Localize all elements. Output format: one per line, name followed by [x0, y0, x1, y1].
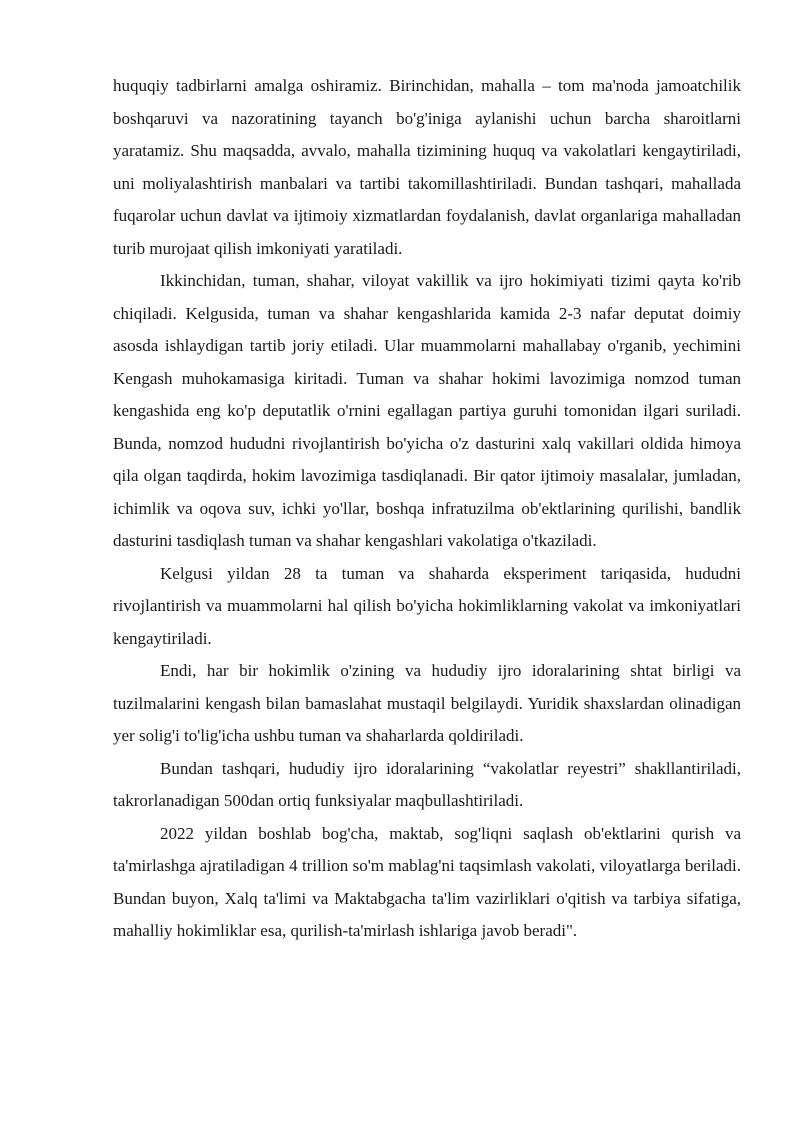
paragraph-5: Bundan tashqari, hududiy ijro idoralarining “vakolatlar reyestri” shakllantiriladi, takrorlanadigan 500dan ortiq funksiyalar maqbullashtiriladi.: [113, 758, 741, 810]
paragraph-2: Ikkinchidan, tuman, shahar, viloyat vakillik va ijro hokimiyati tizimi qayta ko'rib chiqiladi. Kelgusida, tuman va shahar kengashlarida kamida 2-3 nafar deputat doimiy asosda ishlaydigan tartib joriy etiladi. Ular muammolarni mahallabay o'rganib, yechimini Kengash muhokamasiga kiritadi. Tuman va shahar hokimi lavozimiga nomzod tuman kengashida eng ko'p deputatlik o'rnini egallagan partiya guruhi tomonidan ilgari suriladi. Bunda, nomzod hududni rivojlantirish bo'yicha o'z dasturini xalq vakillari oldida himoya qila olgan taqdirda, hokim lavozimiga tasdiqlanadi. Bir qator ijtimoiy masalalar, jumladan, ichimlik va oqova suv, ichki yo'llar, boshqa infratuzilma ob'ektlarining qurilishi, bandlik dasturini tasdiqlash tuman va shahar kengashlari vakolatiga o'tkaziladi.: [113, 271, 741, 550]
paragraph-1: huquqiy tadbirlarni amalga oshiramiz. Birinchidan, mahalla – tom ma'noda jamoatchilik boshqaruvi va nazoratining tayanch bo'g'iniga aylanishi uchun barcha sharoitlarni yaratamiz. Shu maqsadda, avvalo, mahalla tizimining huquq va vakolatlari kengaytiriladi, uni moliyalashtirish manbalari va tartibi takomillashtiriladi. Bundan tashqari, mahallada fuqarolar uchun davlat va ijtimoiy xizmatlardan foydalanish, davlat organlariga mahalladan turib murojaat qilish imkoniyati yaratiladi.: [113, 76, 741, 258]
paragraph-3: Kelgusi yildan 28 ta tuman va shaharda eksperiment tariqasida, hududni rivojlantirish va muammolarni hal qilish bo'yicha hokimliklarning vakolat va imkoniyatlari kengaytiriladi.: [113, 563, 741, 648]
paragraph-6: 2022 yildan boshlab bog'cha, maktab, sog'liqni saqlash ob'ektlarini qurish va ta'mirlashga ajratiladigan 4 trillion so'm mablag'ni taqsimlash vakolati, viloyatlarga beriladi. Bundan buyon, Xalq ta'limi va Maktabgacha ta'lim vazirliklari o'qitish va tarbiya sifatiga, mahalliy hokimliklar esa, qurilish-ta'mirlash ishlariga javob beradi".: [113, 823, 741, 940]
document-page: [113, 70, 741, 948]
paragraph-4: Endi, har bir hokimlik o'zining va hududiy ijro idoralarining shtat birligi va tuzilmalarini kengash bilan bamaslahat mustaqil belgilaydi. Yuridik shaxslardan olinadigan yer solig'i to'lig'icha ushbu tuman va shaharlarda qoldiriladi.: [113, 661, 741, 745]
